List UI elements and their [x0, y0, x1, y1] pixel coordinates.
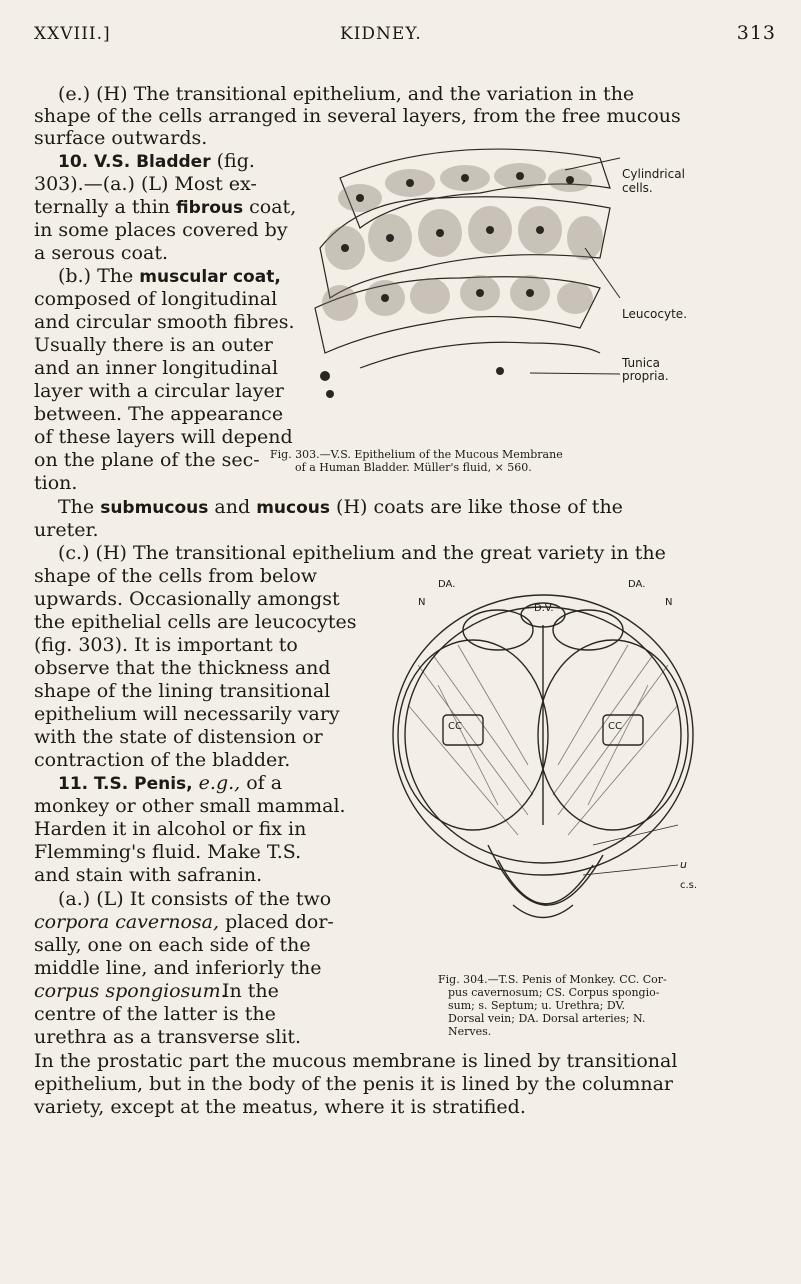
closing-paragraph-line: variety, except at the meatus, where it is stratified. — [34, 1096, 526, 1118]
section-10-line: (b.) The muscular coat, — [58, 265, 281, 287]
paragraph-e-line-1: (e.) (H) The transitional epithelium, and the variation in the — [58, 83, 635, 105]
paragraph-c-line: contraction of the bladder. — [34, 749, 291, 771]
section-11-title: 11. T.S. Penis, — [58, 774, 193, 794]
section-11-line: centre of the latter is the — [34, 1003, 276, 1025]
paragraph-c-line: the epithelial cells are leucocytes — [34, 611, 357, 633]
section-10-line: layer with a circular layer — [34, 380, 284, 402]
submucous-paragraph-line-2: ureter. — [34, 519, 99, 541]
figure-304-caption-line: pus cavernosum; CS. Corpus spongio- — [448, 986, 660, 999]
section-11-line: corpus spongiosum. — [34, 980, 227, 1002]
section-10-line: a serous coat. — [34, 242, 168, 264]
submucous-paragraph-line-1: The submucous and mucous (H) coats are like those of the — [58, 496, 623, 518]
section-10-line: ternally a thin fibrous coat, — [34, 196, 297, 218]
section-10-line: on the plane of the sec- — [34, 449, 260, 471]
figure-303-caption-line-2: of a Human Bladder. Müller's fluid, × 560. — [295, 461, 532, 474]
section-11-heading: 11. T.S. Penis, e.g., of a — [58, 772, 283, 794]
section-10-line: 303).—(a.) (L) Most ex- — [34, 173, 257, 195]
section-10-line: Usually there is an outer — [34, 334, 273, 356]
label-nerve-right: N — [665, 597, 673, 608]
label-corpus-spongiosum: c.s. — [680, 880, 698, 891]
section-10-title: 10. V.S. Bladder — [58, 152, 211, 172]
paragraph-c-line: epithelium will necessarily vary — [34, 703, 340, 725]
section-10-line: between. The appearance — [34, 403, 284, 425]
paragraph-c-line: (fig. 303). It is important to — [34, 634, 298, 656]
section-10-line: of these layers will depend — [34, 426, 293, 448]
figure-304-caption-line: Nerves. — [448, 1025, 492, 1038]
label-dorsal-artery-right: DA. — [628, 579, 646, 590]
paragraph-e-line-2: shape of the cells arranged in several layers, from the free mucous — [34, 105, 681, 127]
label-dorsal-artery-left: DA. — [438, 579, 456, 590]
figure-304-caption-line: Fig. 304.—T.S. Penis of Monkey. CC. Cor- — [438, 973, 667, 986]
section-10-line: and circular smooth fibres. — [34, 311, 295, 333]
paragraph-c-line: (c.) (H) The transitional epithelium and the great variety in the — [58, 542, 666, 564]
figure-304-illustration — [378, 585, 708, 965]
section-11-line: corpora cavernosa, placed dor- — [34, 911, 334, 933]
paragraph-c-line: with the state of distension or — [34, 726, 323, 748]
paragraph-c-line: upwards. Occasionally amongst — [34, 588, 340, 610]
label-dorsal-vein: D.V. — [534, 603, 554, 614]
label-tunica: Tunica — [622, 356, 661, 370]
section-10-line: composed of longitudinal — [34, 288, 278, 310]
section-10-line: tion. — [34, 472, 78, 494]
label-urethra: u — [680, 858, 687, 871]
section-11-line: and stain with safranin. — [34, 864, 263, 886]
paragraph-c-line: shape of the cells from below — [34, 565, 318, 587]
figure-303-caption-line-1: Fig. 303.—V.S. Epithelium of the Mucous Membrane — [270, 448, 563, 461]
section-11-line: urethra as a transverse slit. — [34, 1026, 302, 1048]
section-10-line: in some places covered by — [34, 219, 288, 241]
chapter-number: XXVIII.] — [34, 24, 111, 44]
closing-paragraph-line: epithelium, but in the body of the penis it is lined by the columnar — [34, 1073, 673, 1095]
label-nerve-left: N — [418, 597, 426, 608]
section-11-line: middle line, and inferiorly the — [34, 957, 322, 979]
paragraph-e-line-3: surface outwards. — [34, 127, 208, 149]
label-cells: cells. — [622, 181, 653, 195]
closing-paragraph-line: In the prostatic part the mucous membrane is lined by transitional — [34, 1050, 678, 1072]
section-11-line: monkey or other small mammal. — [34, 795, 346, 817]
label-corpus-cavernosum-right: CC — [608, 721, 622, 732]
paragraph-c-line: shape of the lining transitional — [34, 680, 331, 702]
section-11-line: sally, one on each side of the — [34, 934, 311, 956]
section-10-line: and an inner longitudinal — [34, 357, 279, 379]
label-leucocyte: Leucocyte. — [622, 307, 688, 321]
label-cylindrical: Cylindrical — [622, 167, 685, 181]
page-number: 313 — [736, 22, 776, 44]
running-header — [34, 24, 776, 54]
label-corpus-cavernosum-left: CC — [448, 721, 462, 732]
section-10-heading: 10. V.S. Bladder (fig. — [58, 150, 255, 172]
paragraph-c-line: observe that the thickness and — [34, 657, 331, 679]
figure-304-caption-line: Dorsal vein; DA. Dorsal arteries; N. — [448, 1012, 646, 1025]
section-11-line: Flemming's fluid. Make T.S. — [34, 841, 302, 863]
figure-303-illustration — [300, 138, 630, 398]
section-11-line: Harden it in alcohol or fix in — [34, 818, 307, 840]
section-11-line: In the — [222, 980, 279, 1002]
section-11-line: (a.) (L) It consists of the two — [58, 888, 332, 910]
label-propria: propria. — [622, 369, 669, 383]
running-title: KIDNEY. — [340, 24, 422, 44]
figure-304-caption-line: sum; s. Septum; u. Urethra; DV. — [448, 999, 626, 1012]
